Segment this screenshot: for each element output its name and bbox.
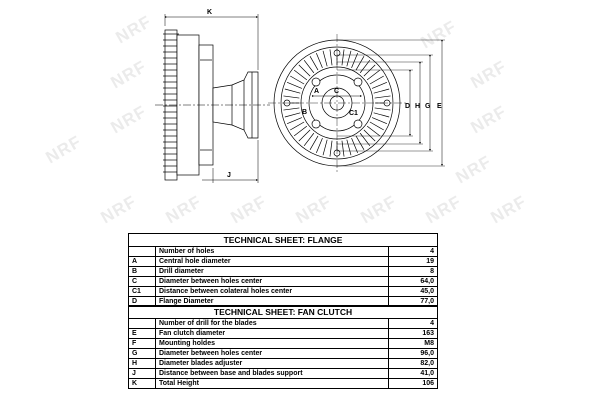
watermark-logo: NRF [227, 191, 270, 228]
watermark-logo: NRF [357, 191, 400, 228]
table-row [129, 359, 438, 369]
dim-label-j: J [227, 172, 231, 179]
row-label: Diameter between holes center [156, 277, 389, 287]
dim-label-a: A [314, 88, 320, 95]
table-row [129, 247, 438, 257]
watermark-logo: NRF [467, 101, 510, 138]
row-value: 4 [389, 247, 438, 257]
flange-table-title-row [129, 234, 438, 247]
watermark-logo: NRF [487, 191, 530, 228]
table-row [129, 339, 438, 349]
row-label: Distance between colateral holes center [156, 287, 389, 297]
row-value: 82,0 [389, 359, 438, 369]
row-symbol: G [129, 349, 156, 359]
dim-label-b: B [302, 109, 308, 116]
table-row [129, 257, 438, 267]
watermark-logo: NRF [422, 191, 465, 228]
watermark-logo: NRF [42, 131, 85, 168]
watermark-logo: NRF [107, 56, 150, 93]
row-symbol: J [129, 369, 156, 379]
table-row [129, 267, 438, 277]
row-symbol [129, 247, 156, 257]
row-value: 19 [389, 257, 438, 267]
row-label: Fan clutch diameter [156, 329, 389, 339]
row-label: Drill diameter [156, 267, 389, 277]
row-value: 8 [389, 267, 438, 277]
row-value: 4 [389, 319, 438, 329]
row-symbol: K [129, 379, 156, 389]
row-label: Total Height [156, 379, 389, 389]
watermark-logo: NRF [292, 191, 335, 228]
fan-clutch-table-title: TECHNICAL SHEET: FAN CLUTCH [129, 306, 438, 319]
table-row [129, 329, 438, 339]
row-label: Number of drill for the blades [156, 319, 389, 329]
table-row [129, 277, 438, 287]
table-row [129, 287, 438, 297]
row-label: Central hole diameter [156, 257, 389, 267]
row-value: 64,0 [389, 277, 438, 287]
row-value: 96,0 [389, 349, 438, 359]
row-symbol [129, 319, 156, 329]
row-symbol: D [129, 297, 156, 307]
watermark-logo: NRF [112, 11, 155, 48]
row-value: 106 [389, 379, 438, 389]
dim-label-g: G [425, 103, 431, 110]
table-row [129, 349, 438, 359]
row-label: Number of holes [156, 247, 389, 257]
watermark-logo: NRF [107, 101, 150, 138]
row-label: Mounting holdes [156, 339, 389, 349]
fan-clutch-table-title-row [129, 306, 438, 319]
table-row [129, 379, 438, 389]
row-symbol: E [129, 329, 156, 339]
row-label: Diameter between holes center [156, 349, 389, 359]
row-symbol: C1 [129, 287, 156, 297]
watermark-logo: NRF [417, 16, 460, 53]
side-view-drawing [155, 14, 270, 183]
table-row [129, 319, 438, 329]
dim-label-e: E [437, 103, 442, 110]
watermark-logo: NRF [97, 191, 140, 228]
dim-label-h: H [415, 103, 421, 110]
dim-label-d: D [405, 103, 411, 110]
watermark-logo: NRF [452, 151, 495, 188]
row-value: M8 [389, 339, 438, 349]
row-symbol: B [129, 267, 156, 277]
row-value: 77,0 [389, 297, 438, 307]
row-label: Flange Diameter [156, 297, 389, 307]
row-symbol: H [129, 359, 156, 369]
flange-table-title: TECHNICAL SHEET: FLANGE [129, 234, 438, 247]
dim-label-c1: C1 [349, 110, 358, 117]
watermark-logo: NRF [162, 191, 205, 228]
row-symbol: A [129, 257, 156, 267]
flange-spec-table [128, 233, 438, 307]
row-symbol: F [129, 339, 156, 349]
dim-label-k: K [207, 9, 213, 16]
watermark-logo: NRF [467, 56, 510, 93]
row-symbol: C [129, 277, 156, 287]
fan-clutch-spec-table [128, 305, 438, 389]
dim-label-c: C [334, 88, 340, 95]
table-row [129, 369, 438, 379]
row-value: 41,0 [389, 369, 438, 379]
row-value: 163 [389, 329, 438, 339]
row-label: Distance between base and blades support [156, 369, 389, 379]
row-label: Diameter blades adjuster [156, 359, 389, 369]
row-value: 45,0 [389, 287, 438, 297]
